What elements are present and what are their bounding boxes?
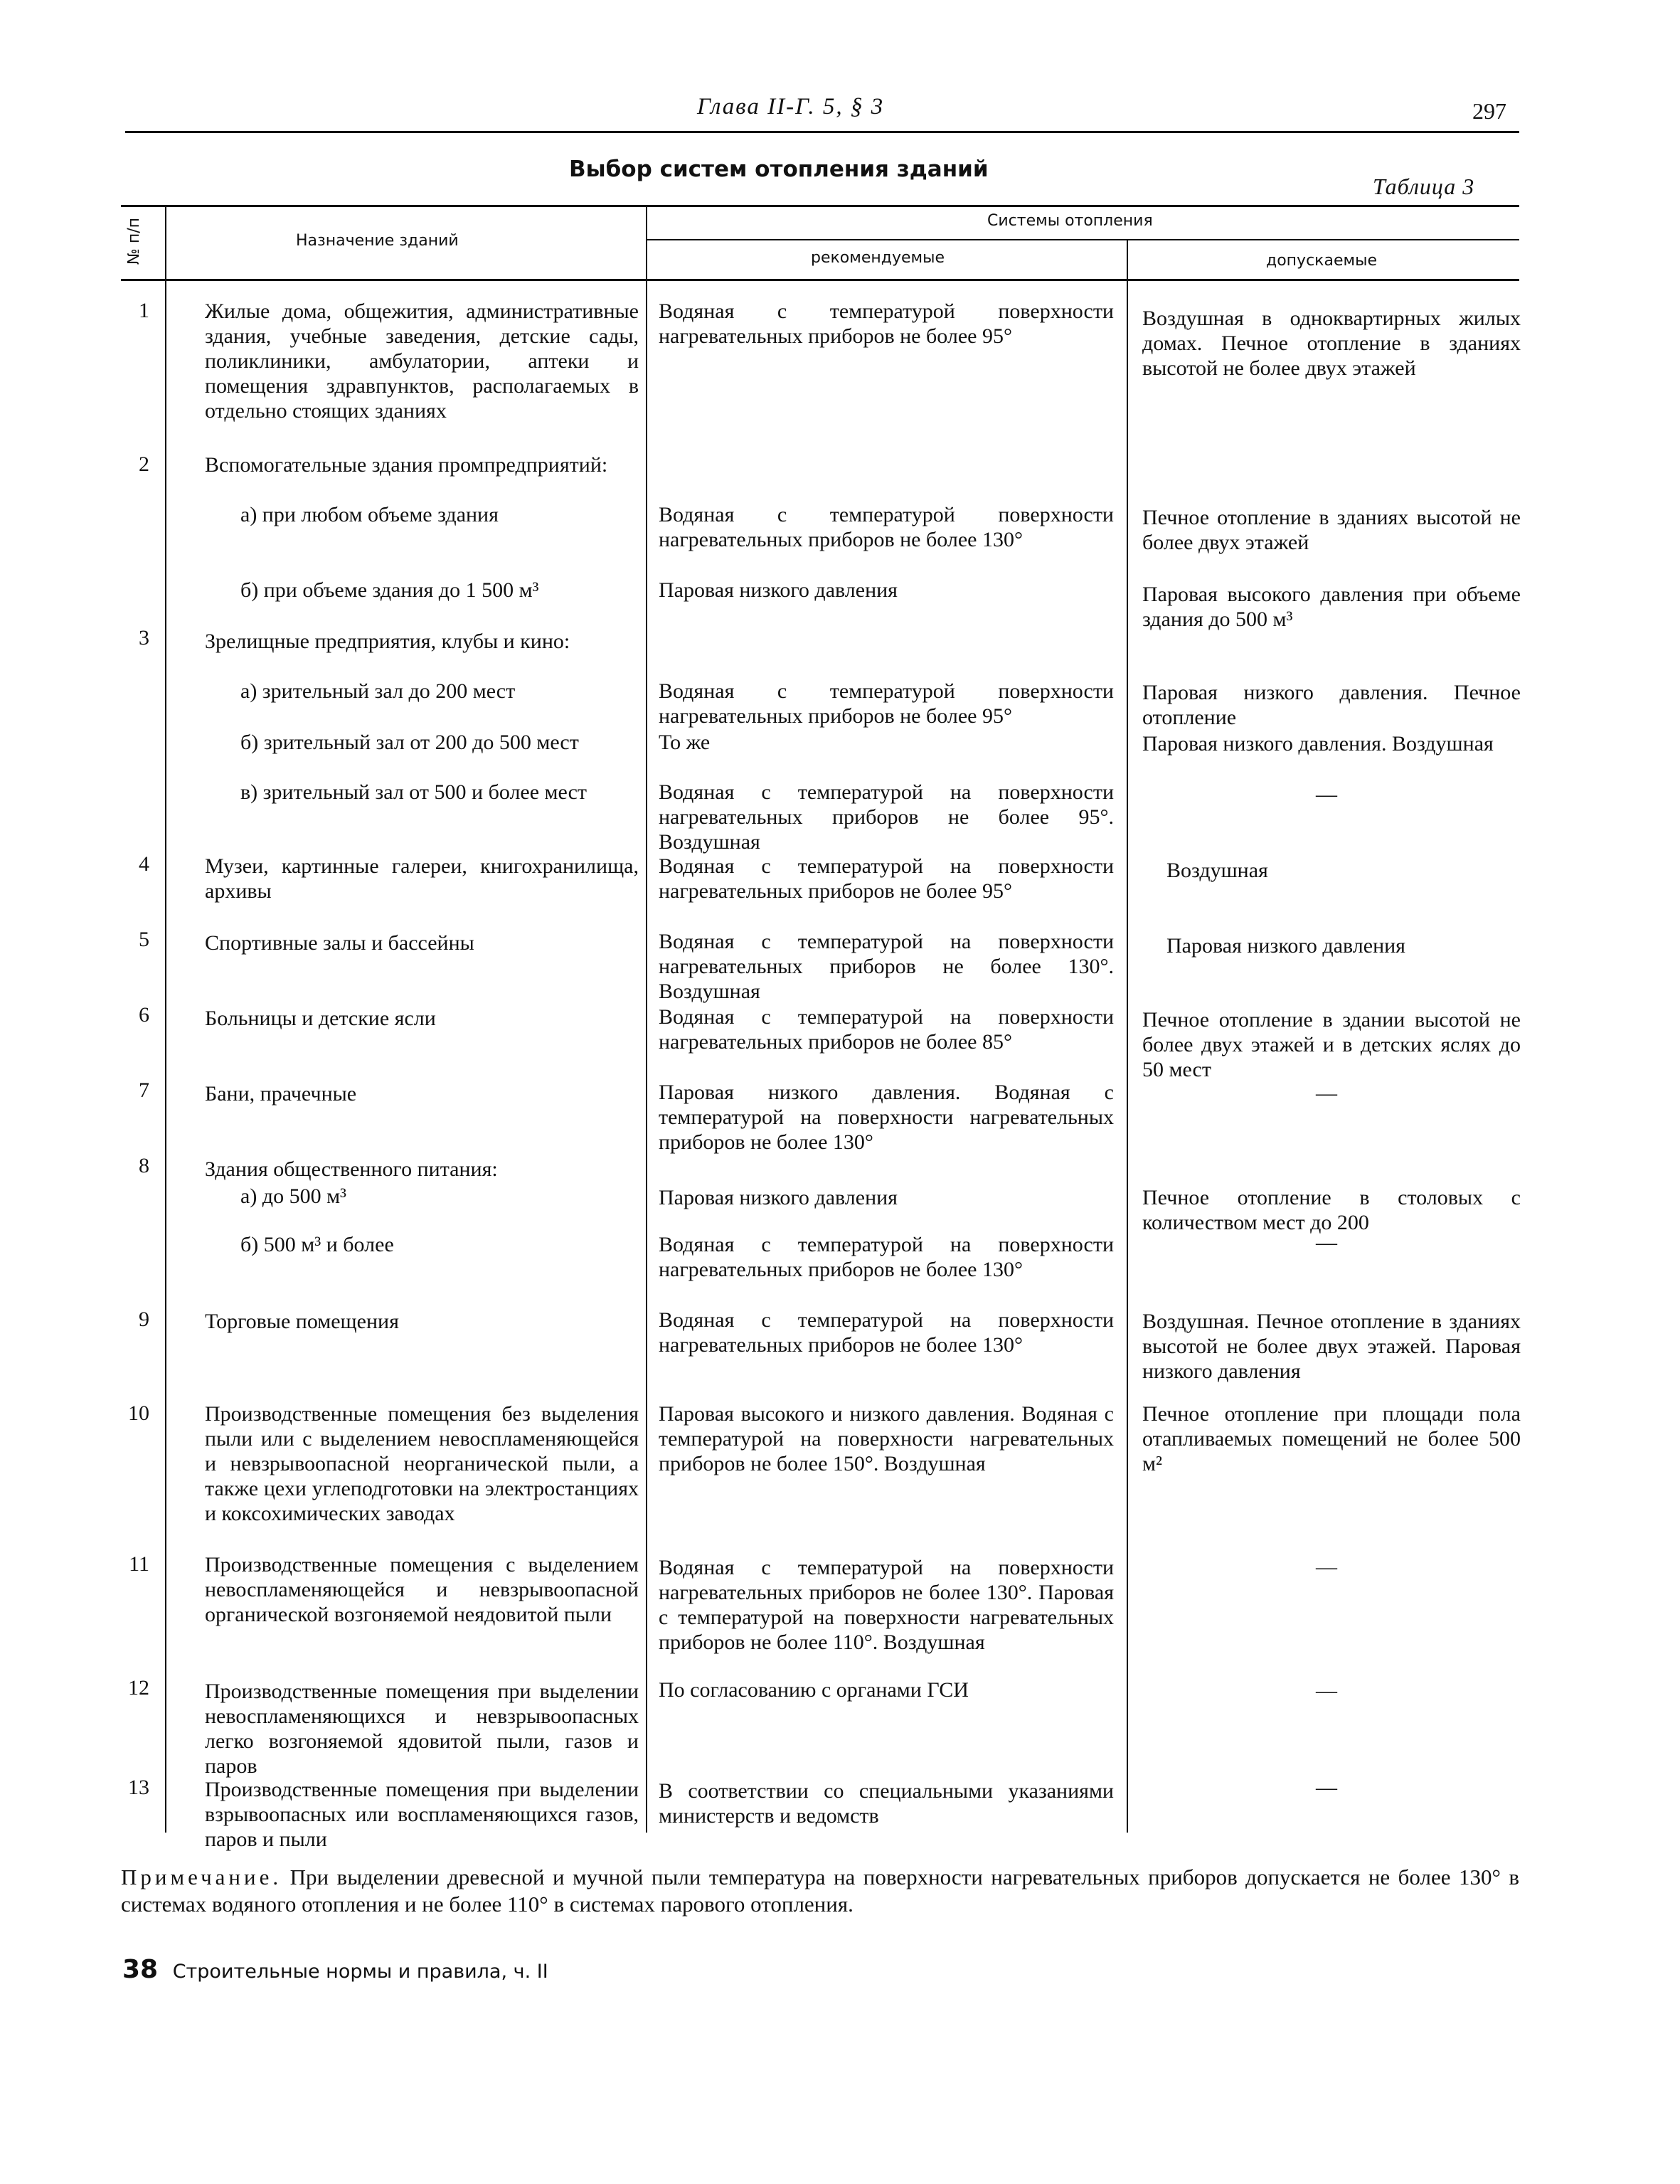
recommended-system: Водяная с температурой на поверхности нагревательных приборов не более 85° <box>659 1005 1114 1054</box>
row-number: 11 <box>129 1552 149 1576</box>
row-number: 13 <box>128 1776 149 1799</box>
building-purpose: Производственные помещения без выделения пыли или с выделением невоспламеняющейся и невзрывоопасной неорганической пыли, а также цехи углеподготовки на электростанциях и коксохимических заводах <box>205 1402 639 1525</box>
building-purpose: Вспомогательные здания промпредприятий: <box>205 453 608 477</box>
recommended-system: Паровая высокого и низкого давления. Водяная с температурой на поверхности нагревательных приборов не более 150°. Воздушная <box>659 1402 1114 1475</box>
allowed-system: — <box>1316 1679 1337 1702</box>
column-header-allowed: допускаемые <box>1266 252 1377 270</box>
allowed-system: — <box>1316 1231 1337 1254</box>
building-purpose: Больницы и детские ясли <box>205 1007 436 1030</box>
building-purpose: Зрелищные предприятия, клубы и кино: <box>205 630 570 653</box>
column-header-num: № п/п <box>125 217 143 265</box>
column-header-recommended: рекомендуемые <box>811 249 945 267</box>
allowed-system: Печное отопление при площади пола отапливаемых помещений не более 500 м² <box>1142 1402 1521 1475</box>
chapter-heading: Глава II-Г. 5, § 3 <box>697 94 885 120</box>
publication-title: Строительные нормы и правила, ч. II <box>172 1961 548 1983</box>
building-purpose: Бани, прачечные <box>205 1082 357 1106</box>
allowed-system: — <box>1316 783 1337 806</box>
building-purpose: Жилые дома, общежития, административные здания, учебные заведения, детские сады, поликлиники, амбулатории, аптеки и помещения здравпунктов, располагаемых в отдельно стоящих зданиях <box>205 299 639 423</box>
table-header-bottom-rule <box>121 279 1519 281</box>
recommended-system: Водяная с температурой на поверхности нагревательных приборов не более 95°. Воздушная <box>659 780 1114 854</box>
recommended-system: То же <box>659 731 711 754</box>
column-separator-num <box>165 205 166 1833</box>
row-number: 10 <box>128 1401 149 1425</box>
header-rule <box>125 131 1519 133</box>
recommended-system: Водяная с температурой поверхности нагревательных приборов не более 95° <box>659 299 1114 348</box>
row-number: 9 <box>139 1308 149 1331</box>
recommended-system: Водяная с температурой на поверхности нагревательных приборов не более 130° <box>659 1308 1114 1357</box>
row-number: 12 <box>128 1676 149 1700</box>
table-top-rule <box>121 205 1519 207</box>
building-subcategory: а) при любом объеме здания <box>240 503 499 526</box>
row-number: 8 <box>139 1154 149 1177</box>
table-label: Таблица 3 <box>1373 174 1475 199</box>
recommended-system: Водяная с температурой на поверхности нагревательных приборов не более 95° <box>659 854 1114 903</box>
building-subcategory: в) зрительный зал от 500 и более мест <box>240 780 588 804</box>
column-header-systems: Системы отопления <box>987 212 1153 230</box>
column-header-purpose: Назначение зданий <box>296 232 459 250</box>
allowed-system: — <box>1316 1081 1337 1105</box>
allowed-system: Паровая высокого давления при объеме здания до 500 м³ <box>1142 583 1521 631</box>
recommended-system: Водяная с температурой на поверхности нагревательных приборов не более 130°. Воздушная <box>659 930 1114 1003</box>
building-purpose: Здания общественного питания: <box>205 1157 498 1181</box>
column-separator-purpose <box>646 205 647 1833</box>
page-number: 297 <box>1472 98 1506 124</box>
allowed-system: Паровая низкого давления <box>1166 934 1405 958</box>
allowed-system: Печное отопление в зданиях высотой не более двух этажей <box>1142 506 1521 554</box>
recommended-system: Водяная с температурой на поверхности нагревательных приборов не более 130° <box>659 1233 1114 1281</box>
recommended-system: По согласованию с органами ГСИ <box>659 1678 969 1702</box>
allowed-system: — <box>1316 1555 1337 1579</box>
allowed-system: Паровая низкого давления. Воздушная <box>1142 732 1494 756</box>
allowed-system: Воздушная в одноквартирных жилых домах. Печное отопление в зданиях высотой не более двух этажей <box>1142 307 1521 380</box>
row-number: 1 <box>139 299 149 322</box>
building-purpose: Производственные помещения при выделении невоспламеняющихся и невзрывоопасных легко возгоняемой ядовитой пыли, газов и паров <box>205 1680 639 1778</box>
row-number: 6 <box>139 1003 149 1027</box>
allowed-system: — <box>1316 1776 1337 1799</box>
row-number: 5 <box>139 928 149 951</box>
note-text: При выделении древесной и мучной пыли температура на поверхности нагревательных приборов допускается не более 130° в системах водяного отопления и не более 110° в системах парового отопления. <box>121 1865 1519 1917</box>
row-number: 2 <box>139 452 149 476</box>
allowed-system: Воздушная <box>1166 859 1268 882</box>
allowed-system: Печное отопление в столовых с количеством мест до 200 <box>1142 1186 1521 1234</box>
row-number: 7 <box>139 1078 149 1102</box>
systems-subheader-rule <box>647 239 1519 240</box>
column-separator-recommended <box>1127 239 1128 1833</box>
building-subcategory: б) 500 м³ и более <box>240 1233 394 1256</box>
building-subcategory: б) при объеме здания до 1 500 м³ <box>240 578 539 602</box>
building-purpose: Производственные помещения с выделением невоспламеняющейся и невзрывоопасной органической возгоняемой неядовитой пыли <box>205 1553 639 1626</box>
page-footer <box>122 1955 548 1984</box>
recommended-system: Паровая низкого давления <box>659 578 898 602</box>
row-number: 3 <box>139 626 149 650</box>
table-title: Выбор систем отопления зданий <box>569 157 989 182</box>
recommended-system: Водяная с температурой поверхности нагревательных приборов не более 95° <box>659 679 1114 728</box>
building-purpose: Спортивные залы и бассейны <box>205 931 474 955</box>
note-label: Примечание. <box>121 1865 282 1889</box>
recommended-system: Паровая низкого давления. Водяная с температурой на поверхности нагревательных приборов не более 130° <box>659 1081 1114 1154</box>
allowed-system: Паровая низкого давления. Печное отопление <box>1142 681 1521 729</box>
table-note <box>121 1864 1519 1918</box>
recommended-system: В соответствии со специальными указаниями министерств и ведомств <box>659 1779 1114 1828</box>
building-purpose: Торговые помещения <box>205 1310 399 1333</box>
building-purpose: Производственные помещения при выделении взрывоопасных или воспламеняющихся газов, паров и пыли <box>205 1778 639 1851</box>
building-subcategory: а) до 500 м³ <box>240 1184 347 1208</box>
allowed-system: Печное отопление в здании высотой не более двух этажей и в детских яслях до 50 мест <box>1142 1008 1521 1081</box>
building-subcategory: а) зрительный зал до 200 мест <box>240 679 516 703</box>
row-number: 4 <box>139 852 149 876</box>
building-purpose: Музеи, картинные галереи, книгохранилища, архивы <box>205 854 639 903</box>
allowed-system: Воздушная. Печное отопление в зданиях высотой не более двух этажей. Паровая низкого давления <box>1142 1310 1521 1383</box>
building-subcategory: б) зрительный зал от 200 до 500 мест <box>240 731 579 754</box>
recommended-system: Водяная с температурой поверхности нагревательных приборов не более 130° <box>659 503 1114 551</box>
signature-marker: 38 <box>122 1955 159 1984</box>
recommended-system: Паровая низкого давления <box>659 1186 898 1209</box>
recommended-system: Водяная с температурой на поверхности нагревательных приборов не более 130°. Паровая с температурой на поверхности нагревательных приборов не более 110°. Воздушная <box>659 1556 1114 1654</box>
